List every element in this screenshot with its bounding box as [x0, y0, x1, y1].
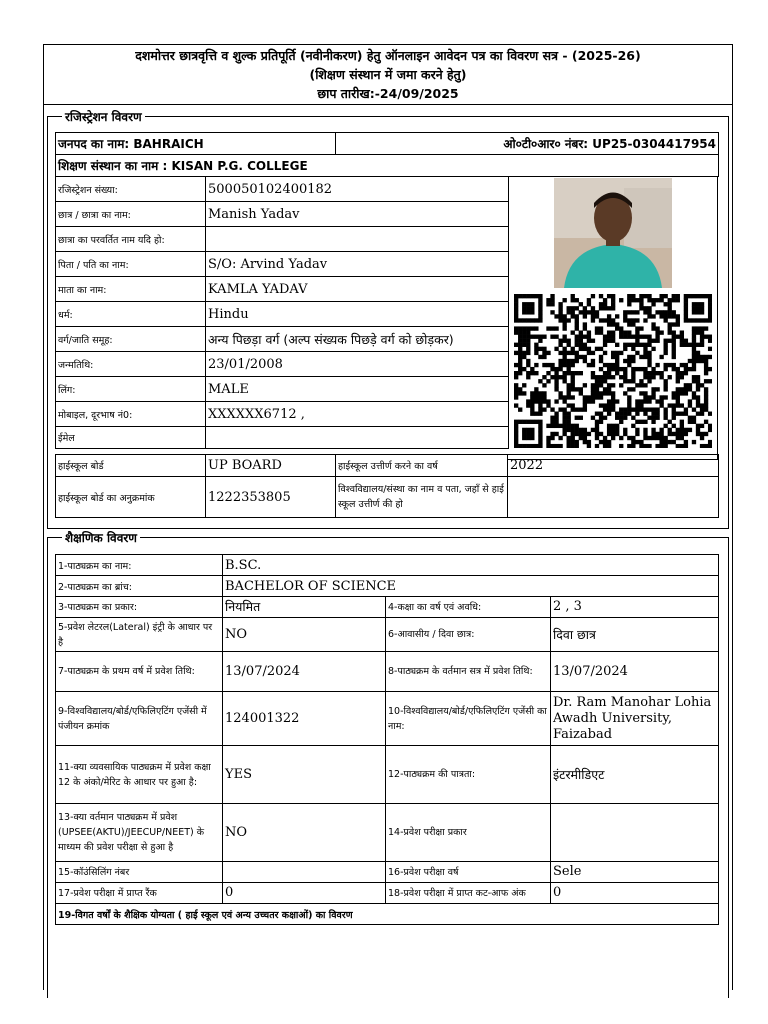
- registration-row-label: धर्म:: [56, 302, 206, 327]
- registration-row-label: लिंग:: [56, 377, 206, 402]
- hs-year-label: हाईस्कूल उत्तीर्ण करने का वर्ष: [336, 455, 508, 477]
- academic-label-right: 10-विश्वविद्यालय/बोर्ड/एफिलिएटिंग एजेंसी का नाम:: [386, 692, 551, 746]
- registration-row-label: माता का नाम:: [56, 277, 206, 302]
- academic-row: [56, 652, 719, 692]
- academic-value-right: 0: [551, 883, 719, 904]
- academic-value-right: [551, 804, 719, 862]
- academic-label-right: 12-पाठ्यक्रम की पात्रता:: [386, 746, 551, 804]
- registration-row: [56, 277, 509, 302]
- registration-row-value: [206, 427, 509, 449]
- hs-roll-label: हाईस्कूल बोर्ड का अनुक्रमांक: [56, 477, 206, 518]
- registration-header-table: [55, 132, 719, 177]
- academic-value-right: 13/07/2024: [551, 652, 719, 692]
- academic-row: [56, 597, 719, 618]
- institution-name: शिक्षण संस्थान का नाम : KISAN P.G. COLLEGE: [56, 155, 719, 177]
- academic-value-left: 0: [223, 883, 386, 904]
- academic-value-left: नियमित: [223, 597, 386, 618]
- registration-row-value: [206, 227, 509, 252]
- academic-row: [56, 692, 719, 746]
- previous-qualification-label: 19-विगत वर्षों के शैक्षिक योग्यता ( हाई स्कूल एवं अन्य उच्चतर कक्षाओं) का विवरण: [56, 904, 719, 925]
- registration-row: [56, 352, 509, 377]
- academic-row-19: [56, 904, 719, 925]
- academic-label-left: 3-पाठ्यक्रम का प्रकार:: [56, 597, 223, 618]
- registration-details-table: [55, 176, 509, 449]
- registration-row-value: MALE: [206, 377, 509, 402]
- academic-value-right: Sele: [551, 862, 719, 883]
- course-name-label: 1-पाठ्यक्रम का नाम:: [56, 555, 223, 576]
- registration-row: [56, 177, 509, 202]
- academic-value-right: Dr. Ram Manohar Lohia Awadh University, Faizabad: [551, 692, 719, 746]
- registration-row: [56, 227, 509, 252]
- registration-row-label: मोबाइल, दूरभाष नं0:: [56, 402, 206, 427]
- academic-label-left: 13-क्या वर्तमान पाठ्यक्रम में प्रवेश (UPSEE(AKTU)/JEECUP/NEET) के माध्यम की प्रवेश परीक्षा से हुआ है: [56, 804, 223, 862]
- otr-number: ओ०टी०आर० नंबर: UP25-0304417954: [336, 133, 719, 155]
- academic-label-right: 4-कक्षा का वर्ष एवं अवधि:: [386, 597, 551, 618]
- academic-label-right: 16-प्रवेश परीक्षा वर्ष: [386, 862, 551, 883]
- registration-row-label: छात्रा का परवर्तित नाम यदि हो:: [56, 227, 206, 252]
- registration-row-label: रजिस्ट्रेशन संख्या:: [56, 177, 206, 202]
- academic-value-left: 124001322: [223, 692, 386, 746]
- registration-row-label: वर्ग/जाति समूह:: [56, 327, 206, 352]
- hs-board-label: हाईस्कूल बोर्ड: [56, 455, 206, 477]
- academic-label-right: 14-प्रवेश परीक्षा प्रकार: [386, 804, 551, 862]
- academic-label-left: 9-विश्वविद्यालय/बोर्ड/एफिलिएटिंग एजेंसी में पंजीयन क्रमांक: [56, 692, 223, 746]
- academic-value-left: 13/07/2024: [223, 652, 386, 692]
- registration-row-label: ईमेल: [56, 427, 206, 449]
- student-photo: [554, 178, 672, 288]
- registration-row-value: Manish Yadav: [206, 202, 509, 227]
- registration-row-value: अन्य पिछड़ा वर्ग (अल्प संख्यक पिछड़े वर्ग को छोड़कर): [206, 327, 509, 352]
- print-date: छाप तारीख:-24/09/2025: [317, 86, 459, 101]
- academic-value-left: NO: [223, 804, 386, 862]
- registration-row: [56, 427, 509, 449]
- academic-row: [56, 862, 719, 883]
- registration-row: [56, 327, 509, 352]
- academic-value-left: [223, 862, 386, 883]
- academic-row: [56, 804, 719, 862]
- hs-institution-label: विश्वविद्यालय/संस्था का नाम व पता, जहाँ से हाई स्कूल उत्तीर्ण की हो: [336, 477, 508, 518]
- form-title: दशमोत्तर छात्रवृत्ति व शुल्क प्रतिपूर्ति (नवीनीकरण) हेतु ऑनलाइन आवेदन पत्र का विवरण सत्र - (2025-26): [135, 48, 641, 63]
- registration-legend: रजिस्ट्रेशन विवरण: [62, 108, 145, 125]
- registration-row-value: Hindu: [206, 302, 509, 327]
- hs-board-value: UP BOARD: [206, 455, 336, 477]
- academic-label-right: 18-प्रवेश परीक्षा में प्राप्त कट-आफ अंक: [386, 883, 551, 904]
- registration-row-label: छात्र / छात्रा का नाम:: [56, 202, 206, 227]
- registration-row: [56, 252, 509, 277]
- registration-row: [56, 377, 509, 402]
- hs-roll-value: 1222353805: [206, 477, 336, 518]
- branch-value: BACHELOR OF SCIENCE: [223, 576, 719, 597]
- form-subtitle: (शिक्षण संस्थान में जमा करने हेतु): [309, 67, 467, 82]
- academic-value-right: दिवा छात्र: [551, 618, 719, 652]
- academic-label-right: 6-आवासीय / दिवा छात्र:: [386, 618, 551, 652]
- academic-value-left: YES: [223, 746, 386, 804]
- qr-code: [514, 294, 712, 448]
- hs-year-value: 2022: [508, 455, 719, 477]
- registration-row-label: जन्मतिथि:: [56, 352, 206, 377]
- registration-row-value: S/O: Arvind Yadav: [206, 252, 509, 277]
- academic-label-left: 5-प्रवेश लेटरल(Lateral) इंट्री के आधार पर है: [56, 618, 223, 652]
- academic-label-right: 8-पाठ्यक्रम के वर्तमान सत्र में प्रवेश तिथि:: [386, 652, 551, 692]
- registration-row-value: 500050102400182: [206, 177, 509, 202]
- registration-row-value: 23/01/2008: [206, 352, 509, 377]
- academic-label-left: 11-क्या व्यवसायिक पाठ्यक्रम में प्रवेश कक्षा 12 के अंको/मेरिट के आधार पर हुआ है:: [56, 746, 223, 804]
- registration-row-label: पिता / पति का नाम:: [56, 252, 206, 277]
- academic-label-left: 7-पाठ्यक्रम के प्रथम वर्ष में प्रवेश तिथि:: [56, 652, 223, 692]
- hs-institution-value: [508, 477, 719, 518]
- course-name-value: B.SC.: [223, 555, 719, 576]
- academic-value-right: इंटरमीडिएट: [551, 746, 719, 804]
- registration-row-value: KAMLA YADAV: [206, 277, 509, 302]
- academic-value-right: 2 , 3: [551, 597, 719, 618]
- highschool-table: [55, 454, 719, 518]
- academic-row: [56, 746, 719, 804]
- academic-table: [55, 554, 719, 925]
- form-header: [44, 45, 732, 105]
- academic-label-left: 15-कॉउंसिलिंग नंबर: [56, 862, 223, 883]
- academic-row: [56, 618, 719, 652]
- registration-row: [56, 302, 509, 327]
- academic-row: [56, 883, 719, 904]
- academic-value-left: NO: [223, 618, 386, 652]
- registration-row: [56, 402, 509, 427]
- photo-qr-cell: [508, 176, 718, 460]
- application-form: [43, 44, 733, 990]
- academic-label-left: 17-प्रवेश परीक्षा में प्राप्त रैंक: [56, 883, 223, 904]
- registration-row: [56, 202, 509, 227]
- branch-label: 2-पाठ्यक्रम का ब्रांच:: [56, 576, 223, 597]
- registration-row-value: XXXXXX6712 ,: [206, 402, 509, 427]
- academic-legend: शैक्षणिक विवरण: [62, 529, 140, 546]
- district-name: जनपद का नाम: BAHRAICH: [56, 133, 336, 155]
